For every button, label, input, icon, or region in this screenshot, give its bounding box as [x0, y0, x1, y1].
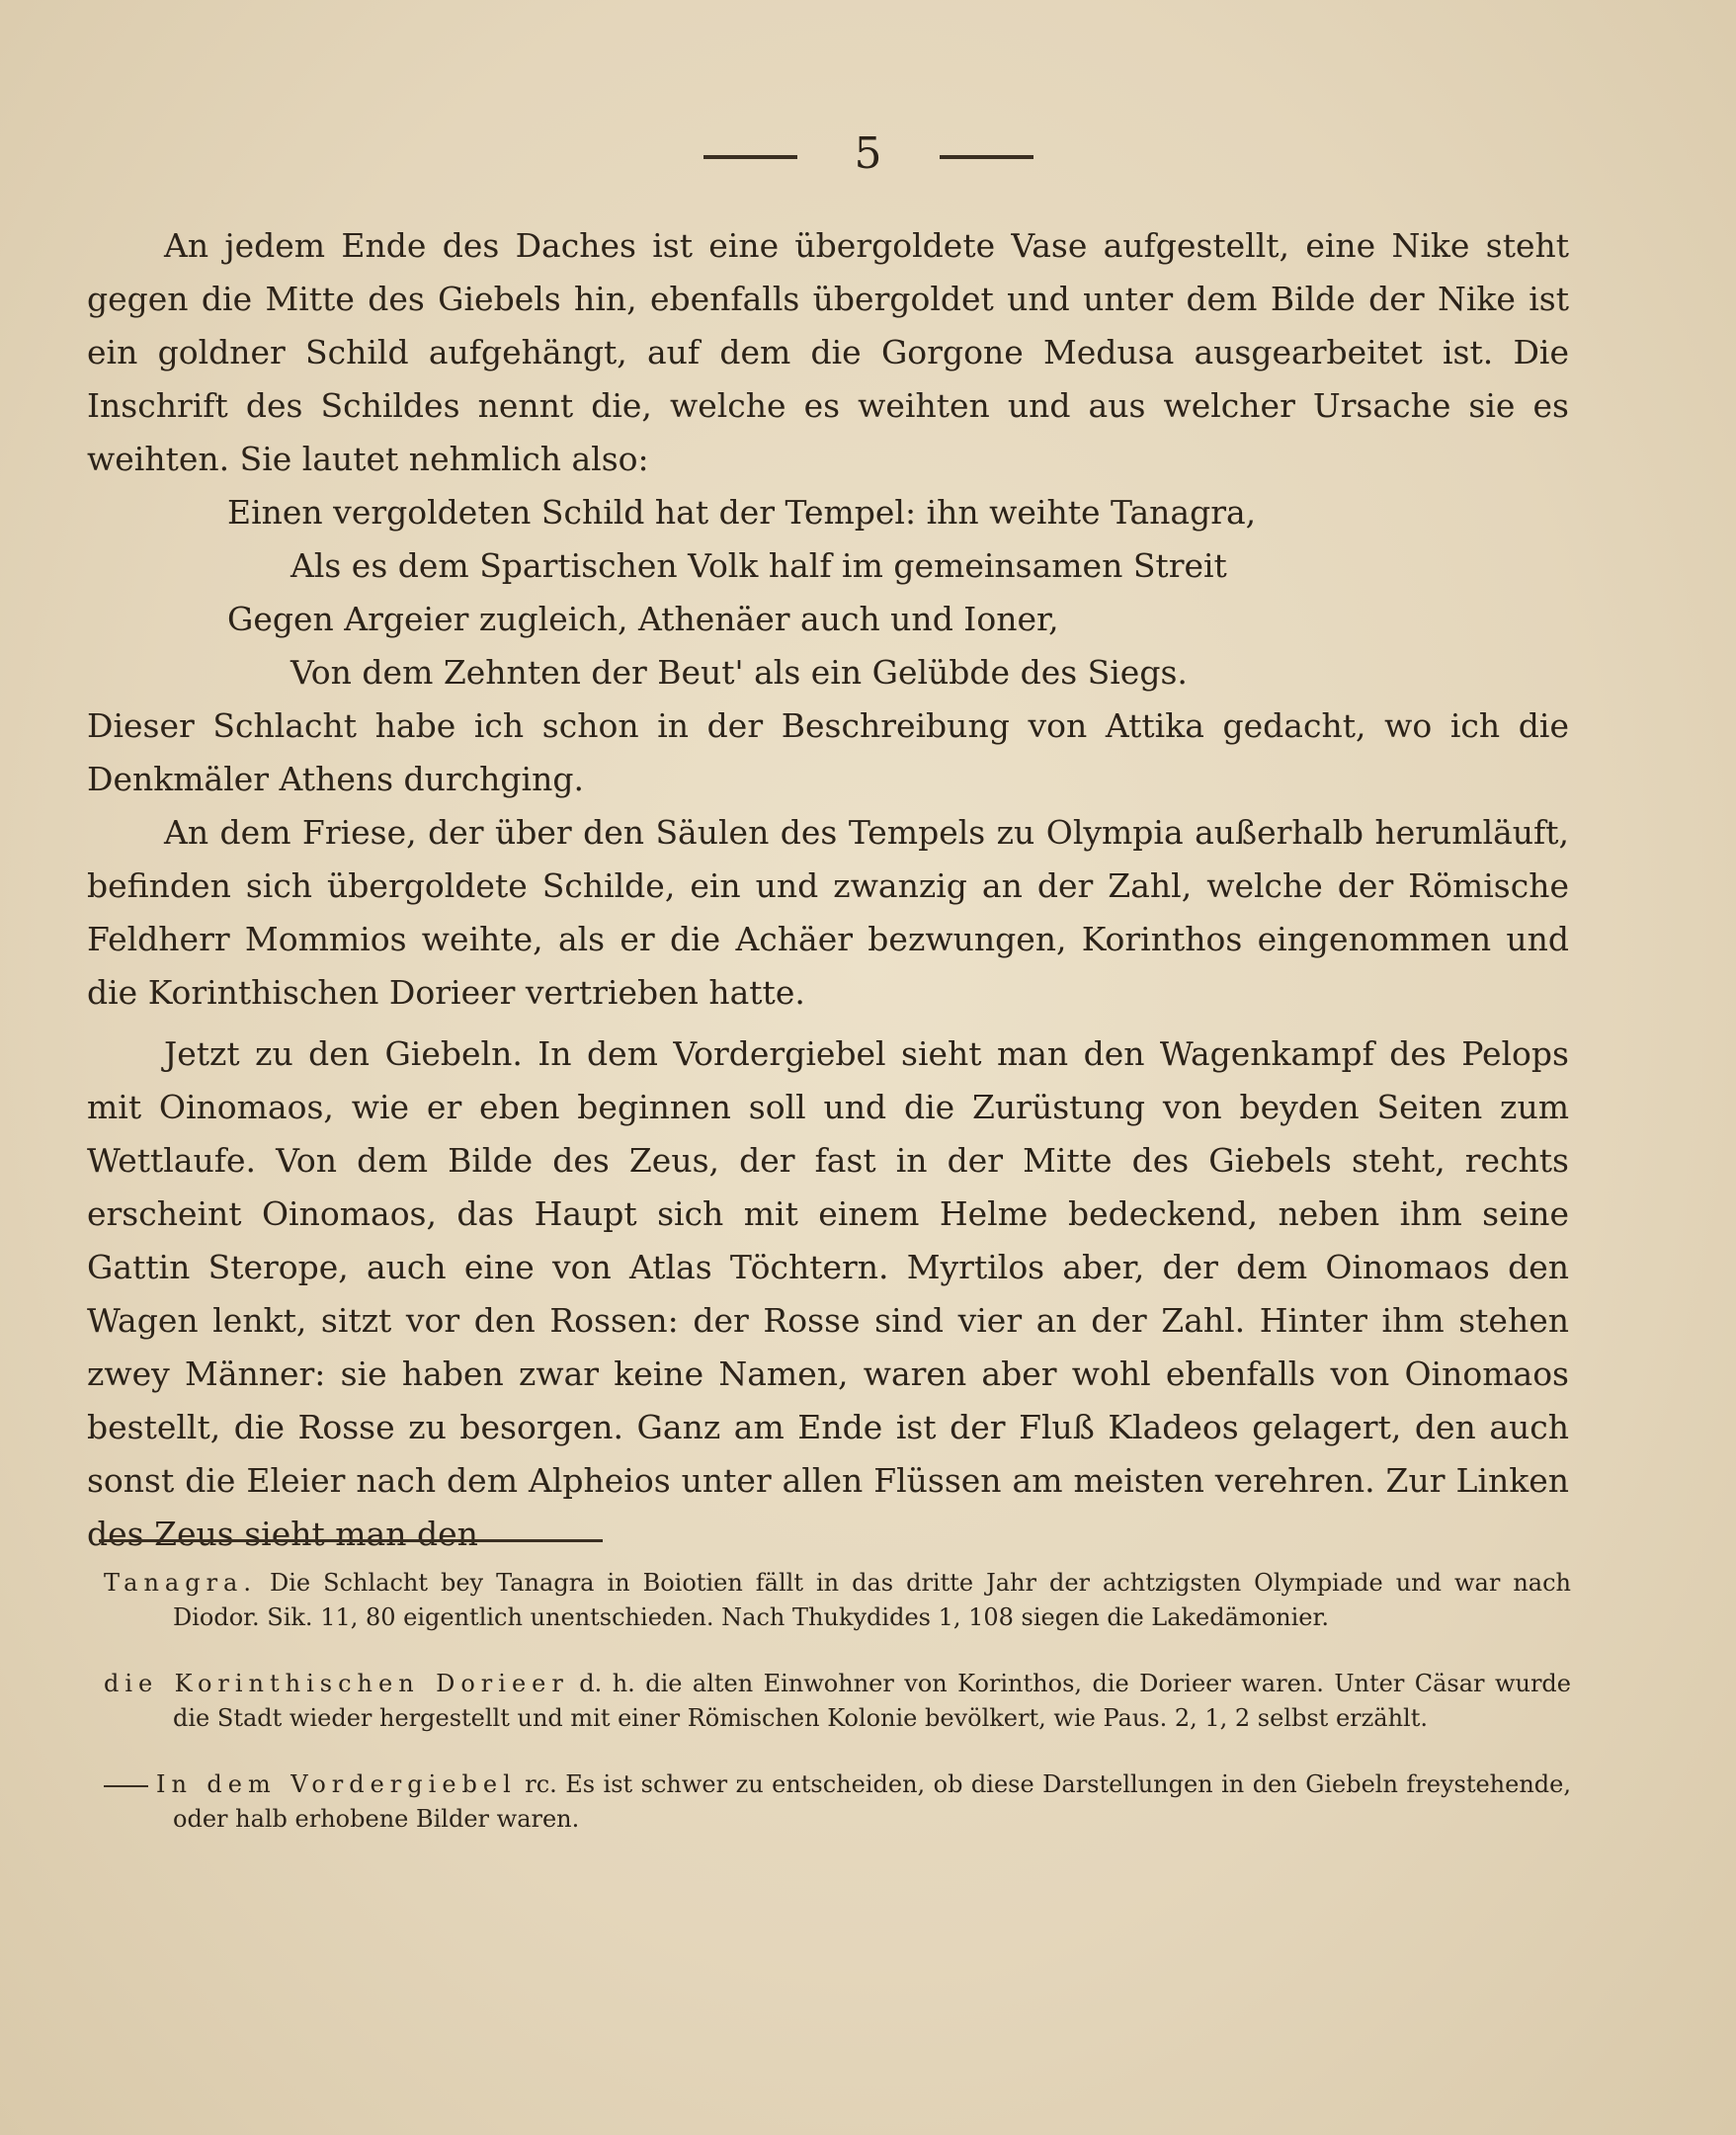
footnote	[104, 1566, 1571, 1635]
paragraph: An dem Friese, der über den Säulen des Tempels zu Olympia außerhalb herumläuft, befinden sich übergoldete Schilde, ein und zwanzig an der Zahl, welche der Römische Feldherr Mommios weihte, als er die Achäer bezwungen, Korinthos eingenommen und die Korinthischen Dorieer vertrieben hatte.	[87, 813, 1569, 1012]
paragraph: Jetzt zu den Giebeln. In dem Vordergiebel sieht man den Wagenkampf des Pelops mit Oinomaos, wie er eben beginnen soll und die Zurüstung von beyden Seiten zum Wettlaufe. Von dem Bilde des Zeus, der fast in der Mitte des Giebels steht, rechts erscheint Oinomaos, das Haupt sich mit einem Helme bedeckend, neben ihm seine Gattin Sterope, auch eine von Atlas Töchtern. Myrtilos aber, der dem Oinomaos den Wagen lenkt, sitzt vor den Rossen: der Rosse sind vier an der Zahl. Hinter ihm stehen zwey Männer: sie haben zwar keine Namen, waren aber wohl ebenfalls von Oinomaos bestellt, die Rosse zu besorgen. Ganz am Ende ist der Fluß Kladeos gelagert, den auch sonst die Eleier nach dem Alpheios unter allen Flüssen am meisten verehren. Zur Linken des Zeus sieht man den	[87, 1034, 1569, 1553]
header-rule-right	[940, 155, 1033, 159]
footnote	[104, 1767, 1571, 1837]
footnote-text: d. h. die alten Einwohner von Korinthos, die Dorieer waren. Unter Cäsar wurde die Stadt wieder hergestellt und mit einer Römischen Kolonie bevölkert, wie Paus. 2, 1, 2 selbst erzählt.	[173, 1670, 1571, 1732]
page-header	[0, 126, 1736, 182]
handwritten-mark	[104, 1785, 148, 1787]
footnotes	[104, 1566, 1571, 1868]
verse-line: Einen vergoldeten Schild hat der Tempel: ihn weihte Tanagra,	[227, 493, 1257, 532]
footnote-keyword: Tanagra.	[104, 1569, 257, 1597]
verse-line: Gegen Argeier zugleich, Athenäer auch und Ioner,	[227, 600, 1059, 638]
footnote-keyword: In dem Vordergiebel	[156, 1770, 517, 1798]
main-text	[87, 219, 1569, 1561]
verse-line: Von dem Zehnten der Beut' als ein Gelübde des Siegs.	[290, 653, 1188, 692]
footnote-keyword: die Korinthischen Dorieer	[104, 1670, 569, 1697]
paragraph: An jedem Ende des Daches ist eine übergoldete Vase aufgestellt, eine Nike steht gegen die Mitte des Giebels hin, ebenfalls übergoldet und unter dem Bilde der Nike ist ein goldner Schild aufgehängt, auf dem die Gorgone Medusa ausgearbeitet ist. Die Inschrift des Schildes nennt die, welche es weihten und aus welcher Ursache sie es weihten. Sie lautet nehmlich also:	[87, 226, 1569, 478]
footnote-text: Die Schlacht bey Tanagra in Boiotien fällt in das dritte Jahr der achtzigsten Olympiade und war nach Diodor. Sik. 11, 80 eigentlich unentschieden. Nach Thukydides 1, 108 siegen die Lakedämonier.	[173, 1569, 1571, 1631]
verse-line: Als es dem Spartischen Volk half im gemeinsamen Streit	[290, 546, 1227, 585]
page-number: 5	[854, 128, 882, 179]
footnote-text: rc. Es ist schwer zu entscheiden, ob diese Darstellungen in den Giebeln freystehende, oder halb erhobene Bilder waren.	[173, 1770, 1571, 1833]
inscription-verse	[87, 486, 1569, 699]
footnote	[104, 1667, 1571, 1736]
footnote-rule	[99, 1539, 603, 1542]
paragraph: Dieser Schlacht habe ich schon in der Beschreibung von Attika gedacht, wo ich die Denkmäler Athens durchging.	[87, 706, 1569, 798]
header-rule-left	[703, 155, 797, 159]
